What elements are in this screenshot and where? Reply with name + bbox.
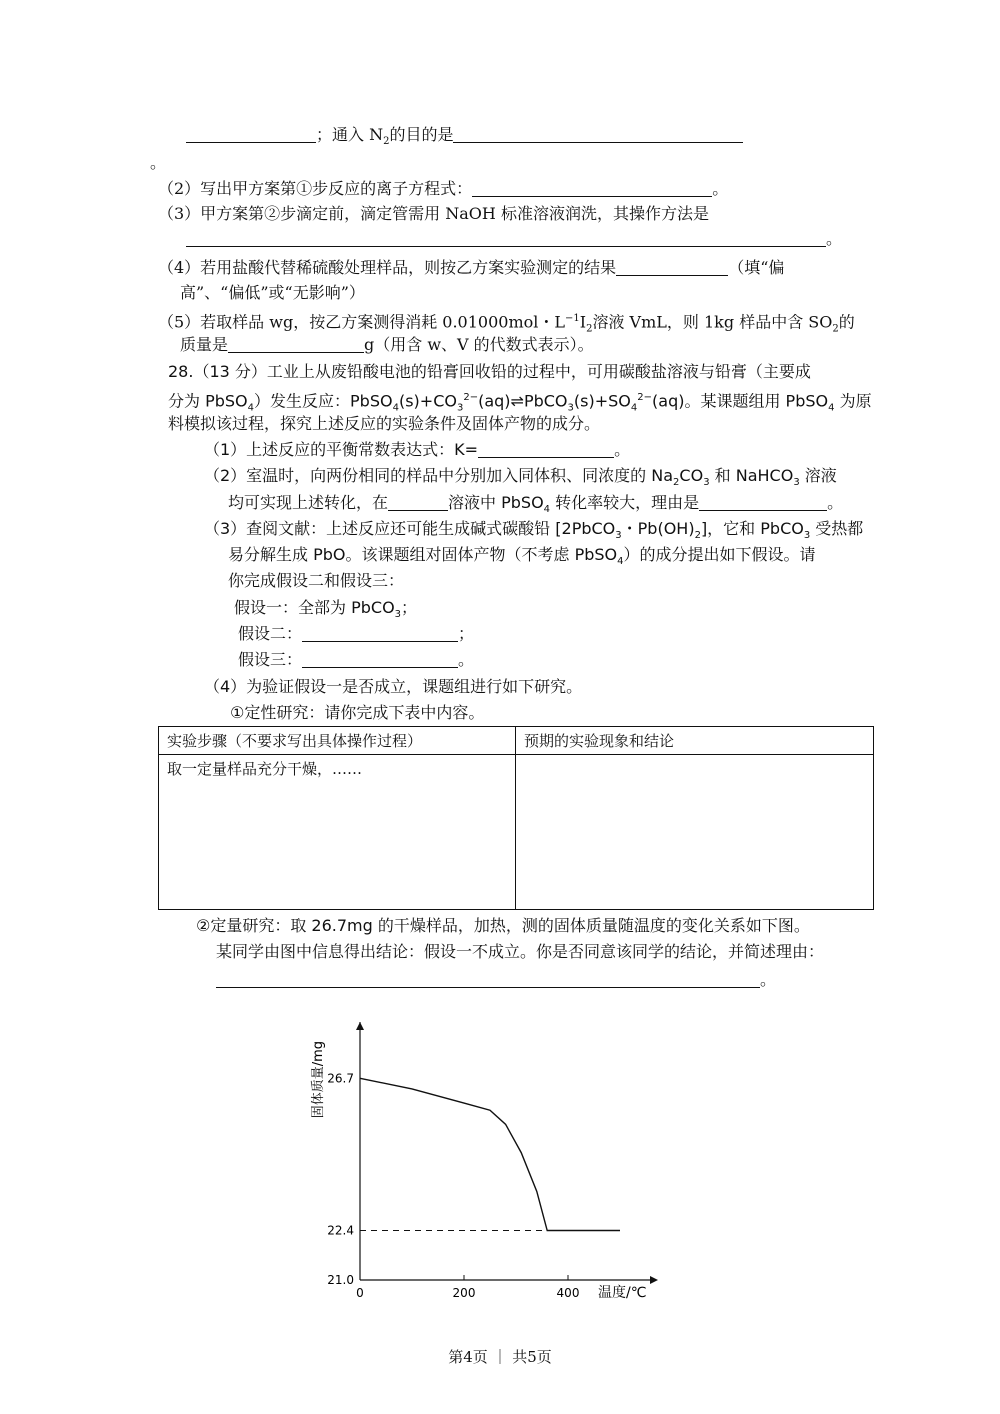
q28-part4-2-line2: 某同学由图中信息得出结论：假设一不成立。你是否同意该同学的结论，并简述理由： — [216, 942, 825, 961]
q28-part2-line1: （2）室温时，向两份相同的样品中分别加入同体积、同浓度的 $Na_2CO_3$ 和 NaHCO$_3$ 溶液 — [204, 466, 837, 489]
q28-part1: （1）上述反应的平衡常数表达式：K= 。 — [204, 440, 631, 459]
y-tick-label: 22.4 — [327, 1223, 354, 1238]
q28-intro-line3: 料模拟该过程，探究上述反应的实验条件及固体产物的成分。 — [168, 414, 601, 433]
series-line — [360, 1078, 620, 1230]
table-header-cell: 预期的实验现象和结论 — [516, 727, 874, 755]
y-axis-arrow — [356, 1022, 364, 1030]
answer-blank[interactable] — [478, 441, 614, 458]
q27-line-period: 。 — [150, 153, 167, 172]
answer-blank[interactable] — [388, 494, 448, 511]
q28-part3-line3: 你完成假设二和假设三： — [228, 571, 405, 590]
x-tick-label: 400 — [556, 1286, 580, 1300]
y-axis-label: 固体质量/mg — [311, 1041, 326, 1119]
answer-blank[interactable] — [616, 259, 728, 276]
answer-blank[interactable] — [302, 651, 458, 668]
q27-part2: （2）写出甲方案第①步反应的离子方程式： 。 — [158, 179, 729, 198]
answer-blank[interactable] — [228, 336, 364, 353]
x-tick-label: 0 — [356, 1286, 364, 1300]
q27-line-n2-purpose: ；通入 $N_2$的目的是 — [186, 124, 743, 153]
q27-part4-cont: 高”、“偏低”或“无影响”） — [180, 283, 365, 302]
answer-blank[interactable] — [699, 494, 827, 511]
y-tick-label: 21.0 — [327, 1273, 354, 1287]
q27-part5-cont: 质量是 g（用含 w、V 的代数式表示）。 — [180, 335, 594, 354]
hypothesis-2: 假设二： ； — [238, 624, 475, 643]
answer-blank[interactable] — [216, 971, 760, 988]
answer-blank[interactable] — [302, 625, 458, 642]
q27-part3-answer: 。 — [186, 228, 842, 250]
page-footer: 第4页 ｜ 共5页 — [448, 1348, 552, 1366]
q28-part3-line1: （3）查阅文献：上述反应还可能生成碱式碳酸铅 [2PbCO$_3$・$Pb(OH)_2$]，它和 PbCO$_3$ 受热都 — [204, 519, 864, 542]
q28-intro-line1: 28.（13 分）工业上从废铅酸电池的铅膏回收铅的过程中，可用碳酸盐溶液与铅膏（主要成 — [168, 362, 811, 381]
table-cell[interactable] — [516, 755, 874, 910]
hypothesis-3: 假设三： 。 — [238, 650, 475, 669]
hypothesis-1: 假设一：全部为 PbCO$_3$； — [234, 598, 418, 621]
q28-part4-1: ①定性研究：请你完成下表中内容。 — [230, 703, 485, 722]
x-tick-label: 200 — [452, 1286, 476, 1300]
answer-blank[interactable] — [453, 126, 743, 143]
q28-part2-line2: 均可实现上述转化，在 溶液中 PbSO$_4$ 转化率较大，理由是 。 — [228, 493, 844, 516]
answer-blank[interactable] — [186, 126, 316, 143]
y-tick-label: 26.7 — [327, 1071, 354, 1086]
table-row — [159, 755, 874, 910]
mass-temperature-chart — [300, 1010, 680, 1300]
q27-part4: （4）若用盐酸代替稀硫酸处理样品，则按乙方案实验测定的结果 （填“偏 — [158, 258, 785, 277]
q28-part3-line2: 易分解生成 PbO。该课题组对固体产物（不考虑 PbSO$_4$）的成分提出如下假设。请 — [228, 545, 816, 568]
x-axis-label: 温度/℃ — [598, 1285, 647, 1300]
q27-part5: （5）若取样品 wg，按乙方案测得消耗 0.01000mol・$L^{-1}I_2$溶液 VmL，则 1kg 样品中含 $SO_2$的 — [158, 312, 855, 335]
q28-part4-2-line3: 。 — [216, 969, 776, 991]
answer-blank[interactable] — [472, 180, 712, 197]
table-header-cell: 实验步骤（不要求写出具体操作过程） — [159, 727, 516, 755]
table-header-row — [159, 727, 874, 755]
q28-part4: （4）为验证假设一是否成立，课题组进行如下研究。 — [204, 677, 583, 696]
table-cell[interactable]: 取一定量样品充分干燥，…… — [159, 755, 516, 910]
q27-part3: （3）甲方案第②步滴定前，滴定管需用 NaOH 标准溶液润洗，其操作方法是 — [158, 204, 709, 223]
answer-blank[interactable] — [186, 230, 826, 247]
x-axis-arrow — [650, 1276, 658, 1284]
experiment-table — [158, 726, 874, 910]
q28-part4-2-line1: ②定量研究：取 26.7mg 的干燥样品，加热，测的固体质量随温度的变化关系如下图。 — [196, 916, 810, 935]
q28-intro-line2: 分为 PbSO$_4$）发生反应：$PbSO_4(s)+CO_3^{2-}(aq)\rightleftharpoons PbCO_3(s)+SO_4^{2-}(aq)$。某课题组用 PbSO$_4$ 为原 — [168, 391, 872, 414]
